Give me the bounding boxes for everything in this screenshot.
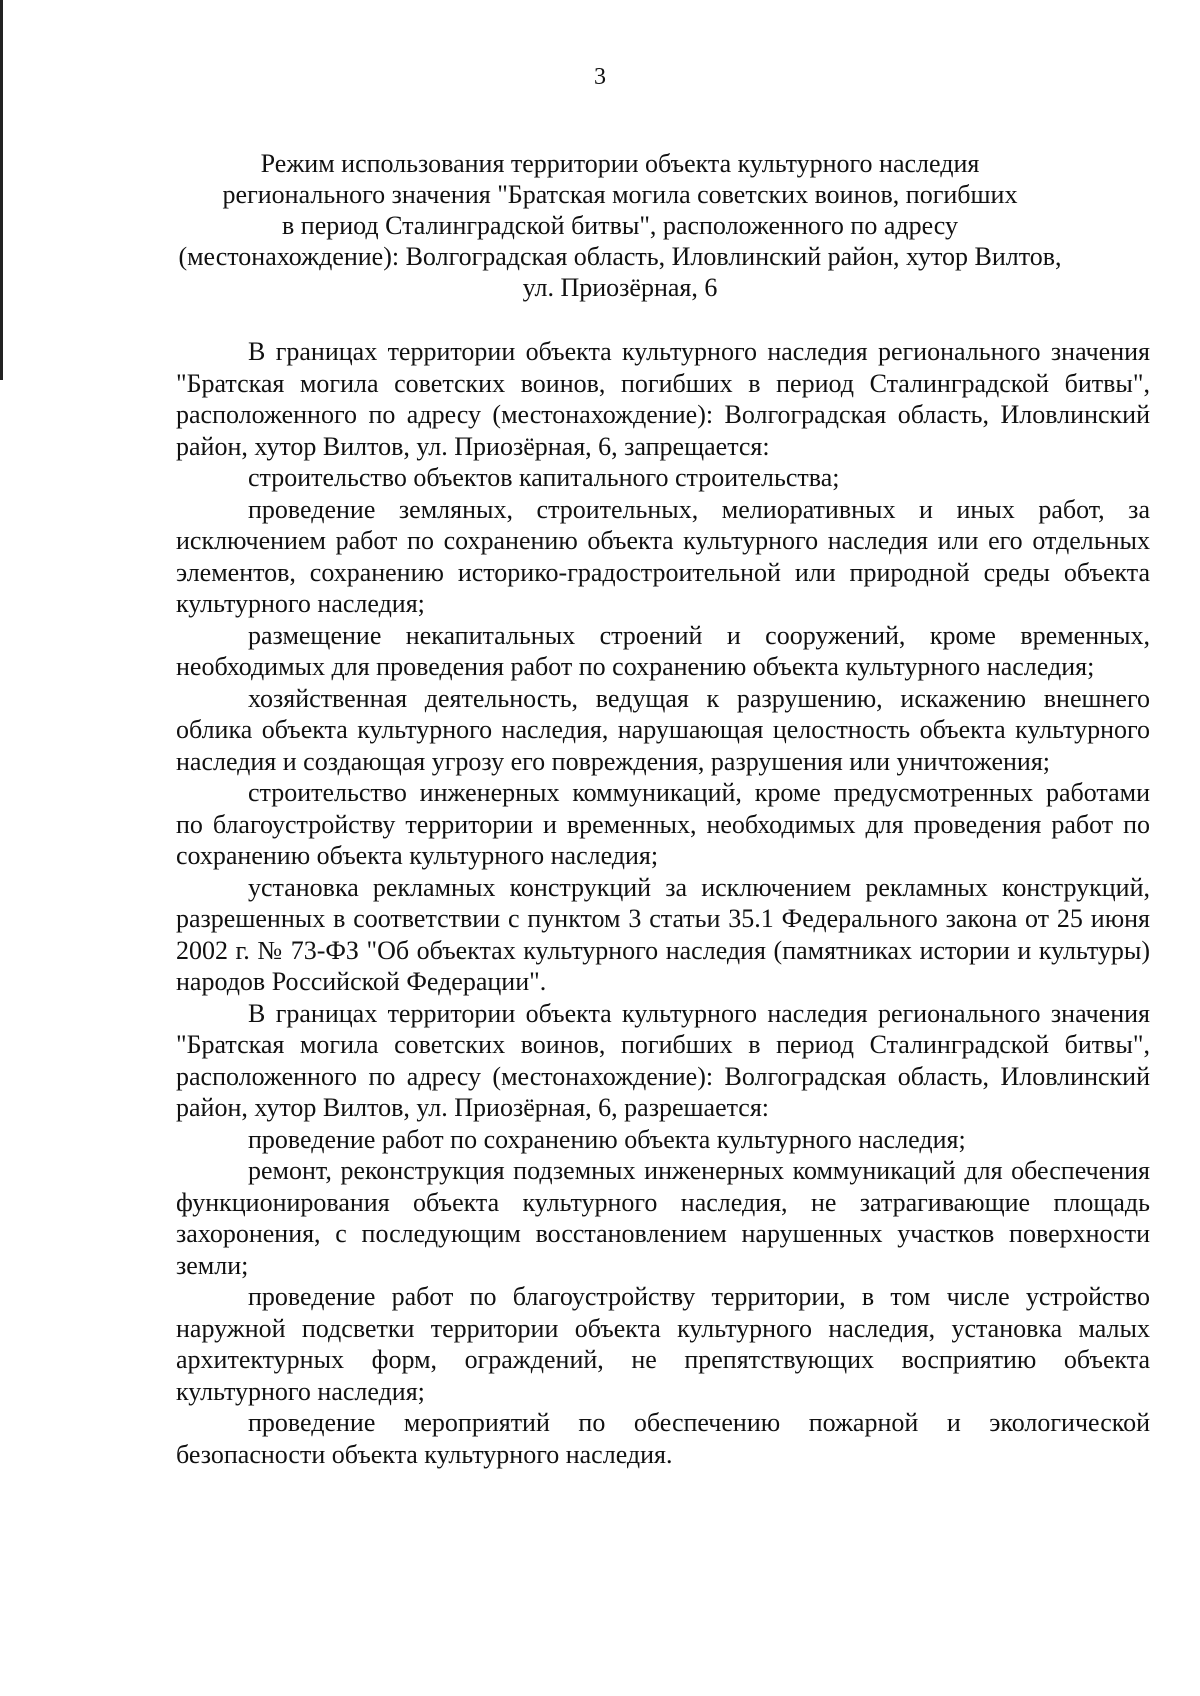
paragraph-item: хозяйственная деятельность, ведущая к разрушению, искажению внешнего облика объекта культурного наследия, нарушающая целостность объекта культурного наследия и создающая угрозу его повреждения, разрушения или уничтожения; [176, 683, 1150, 776]
paragraph-item: размещение некапитальных строений и сооружений, кроме временных, необходимых для проведения работ по сохранению объекта культурного наследия; [176, 620, 1150, 681]
paragraph-item: ремонт, реконструкция подземных инженерных коммуникаций для обеспечения функционирования объекта культурного наследия, не затрагивающие площадь захоронения, с последующим восстановлением нарушенных участков поверхности земли; [176, 1156, 1150, 1280]
paragraph-item: строительство инженерных коммуникаций, кроме предусмотренных работами по благоустройству территории и временных, необходимых для проведения работ по сохранению объекта культурного наследия; [176, 778, 1150, 870]
page-number: 3 [594, 64, 606, 90]
title-line: (местонахождение): Волгоградская область, Иловлинский район, хутор Вилтов, [178, 242, 1062, 271]
paragraph-item: установка рекламных конструкций за исключением рекламных конструкций, разрешенных в соответствии с пунктом 3 статьи 35.1 Федерального закона от 25 июня 2002 г. № 73-ФЗ "Об объектах культурного наследия (памятниках истории и культуры) народов Российской Федерации". [176, 872, 1150, 996]
paragraph-permissions-intro: В границах территории объекта культурного наследия регионального значения "Братская могила советских воинов, погибших в период Сталинградской битвы", расположенного по адресу (местонахождение): Волгоградская область, Иловлинский район, хутор Вилтов, ул. Приозёрная, 6, разрешается: [176, 998, 1150, 1122]
document-title [160, 148, 1080, 303]
paragraph-item: проведение земляных, строительных, мелиоративных и иных работ, за исключением работ по сохранению объекта культурного наследия или его отдельных элементов, сохранению историко-градостроительной или природной среды объекта культурного наследия; [176, 494, 1150, 618]
paragraph-item: проведение работ по сохранению объекта культурного наследия; [248, 1124, 966, 1154]
title-line: Режим использования территории объекта культурного наследия [260, 149, 980, 178]
title-line: ул. Приозёрная, 6 [522, 273, 718, 302]
title-line: регионального значения "Братская могила советских воинов, погибших [222, 180, 1018, 209]
paragraph-item: проведение работ по благоустройству территории, в том числе устройство наружной подсветки территории объекта культурного наследия, установка малых архитектурных форм, ограждений, не препятствующих восприятию объекта культурного наследия; [176, 1282, 1150, 1406]
paragraph-item: проведение мероприятий по обеспечению пожарной и экологической безопасности объекта культурного наследия. [176, 1408, 1150, 1469]
paragraph-prohibitions-intro: В границах территории объекта культурного наследия регионального значения "Братская могила советских воинов, погибших в период Сталинградской битвы", расположенного по адресу (местонахождение): Волгоградская область, Иловлинский район, хутор Вилтов, ул. Приозёрная, 6, запрещается: [176, 337, 1150, 461]
paragraph-item: строительство объектов капитального строительства; [248, 463, 840, 492]
title-line: в период Сталинградской битвы", расположенного по адресу [282, 211, 958, 240]
scan-edge-line [0, 0, 3, 380]
document-body [176, 336, 1150, 1470]
